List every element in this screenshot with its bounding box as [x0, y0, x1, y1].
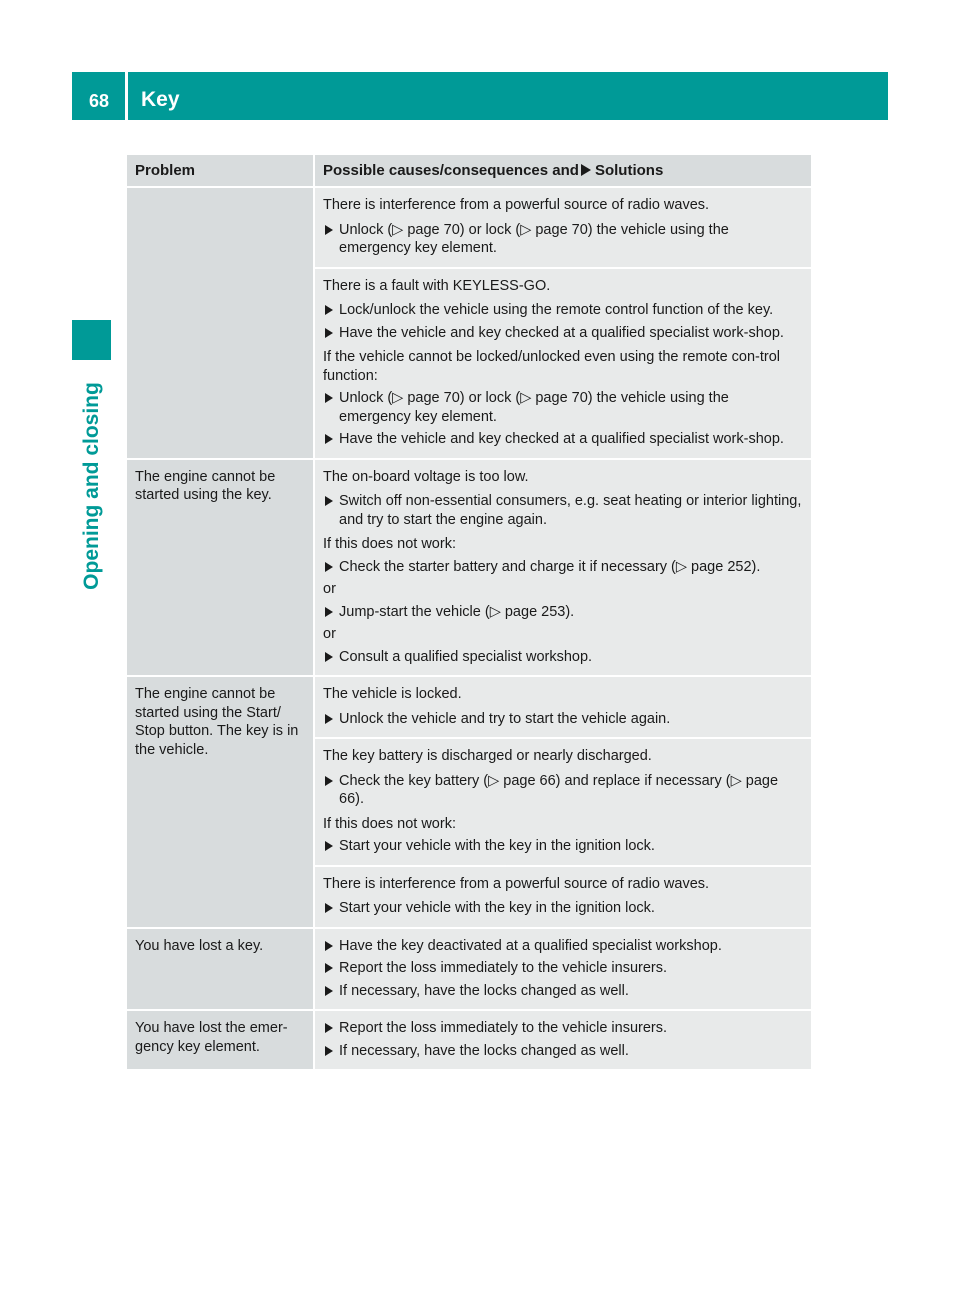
table-row	[127, 676, 811, 738]
column-header-causes-text: Possible causes/consequences and	[323, 161, 579, 179]
solution-step	[323, 1042, 803, 1061]
arrow-icon	[325, 941, 333, 951]
solution-step	[323, 959, 803, 978]
arrow-icon	[325, 607, 333, 617]
step-text: Jump-start the vehicle (▷ page 253).	[339, 603, 575, 620]
cause-text: There is a fault with KEYLESS-GO.	[323, 277, 551, 294]
solution-step	[323, 710, 803, 729]
chapter-marker	[72, 320, 111, 360]
cause-text: If this does not work:	[323, 536, 456, 552]
solution-step	[323, 389, 803, 426]
table-row	[127, 187, 811, 268]
arrow-icon	[325, 305, 333, 315]
step-text: Have the vehicle and key checked at a qualified specialist work-shop.	[339, 324, 784, 341]
cause-text: If the vehicle cannot be locked/unlocked even using the remote con-trol function:	[323, 349, 781, 384]
arrow-icon	[325, 903, 333, 913]
column-header-solutions-text: Solutions	[594, 161, 664, 179]
arrow-icon	[325, 1046, 333, 1056]
cause-text: There is interference from a powerful source of radio waves.	[323, 197, 710, 213]
header-divider	[125, 72, 128, 120]
cause-cell	[314, 866, 811, 928]
step-text: Have the vehicle and key checked at a qualified specialist work-shop.	[339, 431, 784, 447]
step-text: Report the loss immediately to the vehicle insurers.	[339, 960, 668, 976]
arrow-icon	[325, 1023, 333, 1033]
or-text: or	[323, 626, 336, 642]
arrow-icon	[325, 714, 333, 724]
column-header-causes	[314, 155, 811, 187]
cause-cell	[314, 676, 811, 738]
solution-step	[323, 772, 803, 809]
step-text: Consult a qualified specialist workshop.	[339, 648, 593, 665]
step-text: Unlock the vehicle and try to start the vehicle again.	[339, 710, 671, 727]
cause-text: There is interference from a powerful source of radio waves.	[323, 875, 710, 892]
solution-step	[323, 837, 803, 856]
problem-cell	[127, 187, 314, 459]
step-text: Lock/unlock the vehicle using the remote control function of the key.	[339, 302, 774, 318]
cause-cell	[314, 187, 811, 268]
solution-step	[323, 492, 803, 529]
table-row	[127, 1010, 811, 1069]
solution-step	[323, 899, 803, 918]
step-text: Report the loss immediately to the vehicle insurers.	[339, 1020, 668, 1036]
cause-text: If this does not work:	[323, 815, 456, 832]
arrow-icon	[325, 434, 333, 444]
step-text: Start your vehicle with the key in the ignition lock.	[339, 838, 655, 854]
arrow-icon	[581, 164, 591, 176]
problem-cell: You have lost a key.	[127, 928, 314, 1011]
arrow-icon	[325, 225, 333, 235]
or-text: or	[323, 581, 336, 597]
step-text: If necessary, have the locks changed as well.	[339, 1042, 629, 1059]
arrow-icon	[325, 963, 333, 973]
table-row	[127, 928, 811, 1011]
step-text: Unlock (▷ page 70) or lock (▷ page 70) the vehicle using the emergency key element.	[339, 221, 729, 256]
solution-step	[323, 301, 803, 320]
arrow-icon	[325, 986, 333, 996]
solution-step	[323, 603, 803, 622]
arrow-icon	[325, 496, 333, 506]
solution-step	[323, 558, 803, 577]
arrow-icon	[325, 841, 333, 851]
cause-text: The on-board voltage is too low.	[323, 468, 529, 485]
arrow-icon	[325, 562, 333, 572]
chapter-tab	[72, 366, 111, 606]
step-text: Have the key deactivated at a qualified specialist workshop.	[339, 937, 722, 954]
page-number: 68	[88, 91, 110, 111]
solution-step	[323, 1019, 803, 1038]
problem-cell: The engine cannot be started using the key.	[127, 459, 314, 677]
cause-cell	[314, 928, 811, 1011]
table-header-row	[127, 155, 811, 187]
table-row	[127, 459, 811, 677]
arrow-icon	[325, 776, 333, 786]
cause-cell	[314, 459, 811, 677]
solution-step	[323, 324, 803, 343]
arrow-icon	[325, 328, 333, 338]
arrow-icon	[325, 652, 333, 662]
troubleshooting-table	[127, 155, 811, 1069]
cause-cell	[314, 738, 811, 866]
cause-text: The vehicle is locked.	[323, 686, 462, 702]
problem-cell: You have lost the emer-gency key element.	[127, 1010, 314, 1069]
solution-step	[323, 430, 803, 449]
step-text: Unlock (▷ page 70) or lock (▷ page 70) the vehicle using the emergency key element.	[339, 390, 729, 425]
problem-cell: The engine cannot be started using the Start/ Stop button. The key is in the vehicle.	[127, 676, 314, 928]
step-text: Check the starter battery and charge it if necessary (▷ page 252).	[339, 558, 761, 575]
step-text: Switch off non-essential consumers, e.g. seat heating or interior lighting, and try to start the engine again.	[339, 493, 802, 528]
step-text: Check the key battery (▷ page 66) and replace if necessary (▷ page 66).	[339, 772, 779, 807]
arrow-icon	[325, 393, 333, 403]
solution-step	[323, 648, 803, 667]
solution-step	[323, 221, 803, 258]
step-text: If necessary, have the locks changed as well.	[339, 982, 629, 999]
solution-step	[323, 937, 803, 956]
column-header-problem: Problem	[127, 155, 314, 187]
section-title: Key	[141, 88, 180, 111]
solution-step	[323, 982, 803, 1001]
cause-text: The key battery is discharged or nearly discharged.	[323, 748, 652, 764]
cause-cell	[314, 1010, 811, 1069]
chapter-label: Opening and closing	[79, 382, 103, 590]
step-text: Start your vehicle with the key in the ignition lock.	[339, 900, 655, 916]
cause-cell	[314, 268, 811, 459]
header-bar	[72, 72, 888, 120]
